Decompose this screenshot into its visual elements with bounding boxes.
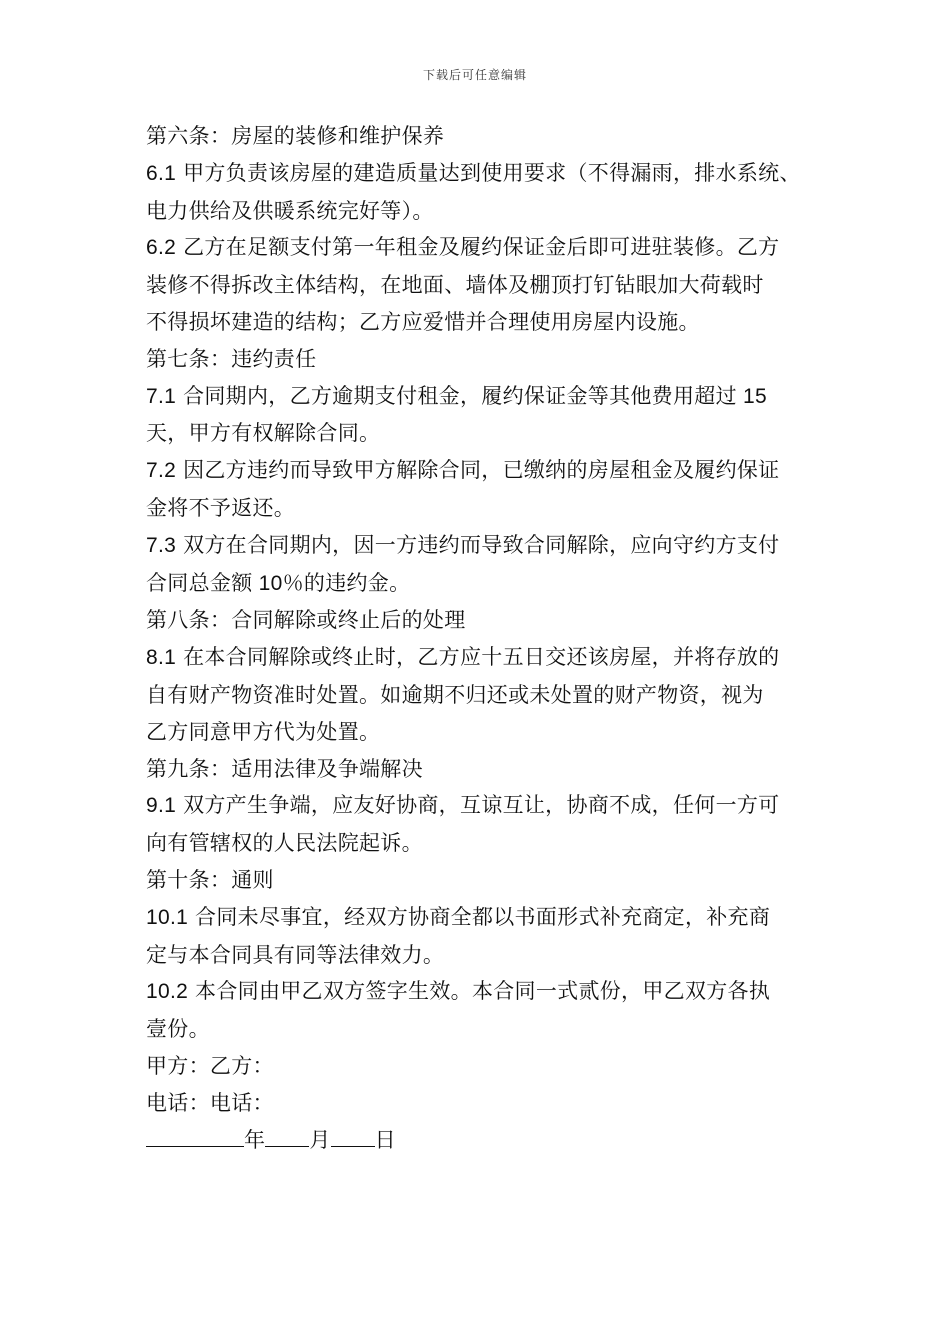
clause-number: 7.3 bbox=[146, 533, 177, 557]
clause-text: 合同总金额 bbox=[146, 570, 253, 595]
clause-text: 装修不得拆改主体结构，在地面、墙体及棚顶打钉钻眼加大荷载时 bbox=[146, 273, 764, 298]
text-line-s10-1-a bbox=[146, 899, 812, 937]
text-line-s6-1-a bbox=[146, 155, 812, 193]
clause-text: 金将不予返还。 bbox=[146, 495, 296, 520]
clause-text: 定与本合同具有同等法律效力。 bbox=[146, 942, 445, 967]
inline-number: 10 bbox=[252, 571, 283, 595]
text-line-s6-2-a bbox=[146, 229, 812, 267]
month-blank[interactable] bbox=[265, 1124, 309, 1147]
clause-text: 天，甲方有权解除合同。 bbox=[146, 421, 381, 446]
day-blank[interactable] bbox=[331, 1124, 375, 1147]
clause-text: 乙方在足额支付第一年租金及履约保证金后即可进驻装修。乙方 bbox=[176, 235, 780, 260]
clause-number: 9.1 bbox=[146, 794, 177, 818]
clause-text: 第九条：适用法律及争端解决 bbox=[146, 756, 423, 781]
clause-number: 10.2 bbox=[146, 980, 189, 1004]
page-header: 下载后可任意编辑 bbox=[422, 68, 527, 82]
text-line-s8-1-a bbox=[146, 639, 812, 677]
clause-number: 6.1 bbox=[146, 161, 177, 185]
clause-text: 电话：电话： bbox=[146, 1090, 274, 1115]
text-line-s9-1-b bbox=[146, 825, 812, 862]
contract-text bbox=[146, 118, 812, 1122]
clause-text: 因乙方违约而导致甲方解除合同，已缴纳的房屋租金及履约保证 bbox=[176, 458, 780, 483]
clause-number: 10.1 bbox=[146, 905, 189, 929]
text-line-sign-parties bbox=[146, 1048, 812, 1085]
clause-text: 自有财产物资准时处置。如逾期不归还或未处置的财产物资，视为 bbox=[146, 682, 764, 707]
text-line-s7-2-a bbox=[146, 452, 812, 490]
clause-text: 本合同由甲乙双方签字生效。本合同一式贰份，甲乙双方各执 bbox=[188, 979, 771, 1004]
text-line-s9-title bbox=[146, 751, 812, 788]
text-line-s7-3-b bbox=[146, 565, 812, 603]
inline-number: 15 bbox=[736, 384, 767, 408]
text-line-s6-title bbox=[146, 118, 812, 155]
clause-text: 第八条：合同解除或终止后的处理 bbox=[146, 608, 466, 633]
month-label: 月 bbox=[309, 1127, 331, 1152]
text-line-s6-1-b bbox=[146, 193, 812, 230]
text-line-s10-1-b bbox=[146, 937, 812, 974]
clause-text: 第七条：违约责任 bbox=[146, 346, 317, 371]
clause-text: 壹份。 bbox=[146, 1017, 210, 1042]
text-line-s7-1-b bbox=[146, 415, 812, 452]
text-line-s10-title bbox=[146, 862, 812, 899]
year-blank[interactable] bbox=[146, 1124, 244, 1147]
clause-text: 双方产生争端，应友好协商，互谅互让，协商不成，任何一方可 bbox=[176, 793, 780, 818]
clause-text: 合同期内，乙方逾期支付租金，履约保证金等其他费用超过 bbox=[176, 383, 737, 408]
text-line-s7-2-b bbox=[146, 490, 812, 527]
document-body bbox=[146, 118, 812, 1158]
clause-text-continued: ％的违约金。 bbox=[282, 570, 411, 595]
clause-number: 7.1 bbox=[146, 384, 177, 408]
text-line-s8-title bbox=[146, 602, 812, 639]
text-line-s7-3-a bbox=[146, 527, 812, 565]
clause-number: 8.1 bbox=[146, 646, 177, 670]
clause-text: 不得损坏建造的结构；乙方应爱惜并合理使用房屋内设施。 bbox=[146, 309, 700, 334]
clause-text: 在本合同解除或终止时，乙方应十五日交还该房屋，并将存放的 bbox=[176, 645, 780, 670]
clause-text: 第六条：房屋的装修和维护保养 bbox=[146, 124, 445, 148]
clause-text: 乙方同意甲方代为处置。 bbox=[146, 719, 381, 744]
clause-number: 7.2 bbox=[146, 459, 177, 483]
text-line-s7-1-a bbox=[146, 378, 812, 416]
text-line-s10-2-b bbox=[146, 1011, 812, 1048]
clause-text: 第十条：通则 bbox=[146, 867, 274, 892]
clause-text: 电力供给及供暖系统完好等）。 bbox=[146, 198, 434, 223]
text-line-s10-2-a bbox=[146, 973, 812, 1011]
clause-text: 合同未尽事宜，经双方协商全都以书面形式补充商定，补充商 bbox=[188, 904, 771, 929]
text-line-s9-1-a bbox=[146, 787, 812, 825]
year-label: 年 bbox=[244, 1127, 266, 1152]
text-line-s8-1-c bbox=[146, 714, 812, 751]
text-line-s8-1-b bbox=[146, 677, 812, 714]
text-line-s6-2-b bbox=[146, 267, 812, 304]
day-label: 日 bbox=[374, 1127, 396, 1152]
text-line-s6-2-c bbox=[146, 304, 812, 341]
text-line-s7-title bbox=[146, 341, 812, 378]
date-line bbox=[146, 1122, 812, 1159]
clause-text: 甲方：乙方： bbox=[146, 1053, 274, 1078]
clause-text: 双方在合同期内，因一方违约而导致合同解除，应向守约方支付 bbox=[176, 532, 780, 557]
clause-text: 甲方负责该房屋的建造质量达到使用要求（不得漏雨，排水系统、 bbox=[176, 160, 801, 185]
clause-number: 6.2 bbox=[146, 236, 177, 260]
text-line-sign-phone bbox=[146, 1085, 812, 1122]
clause-text: 向有管辖权的人民法院起诉。 bbox=[146, 831, 423, 856]
